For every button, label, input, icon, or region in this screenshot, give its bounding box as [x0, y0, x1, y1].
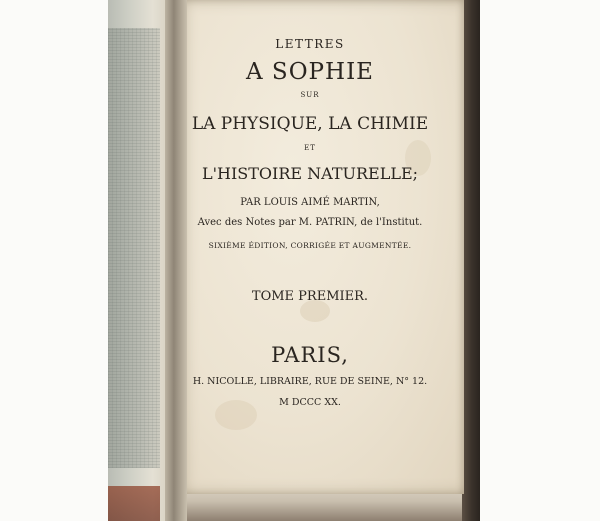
book-cover-right-edge [462, 0, 480, 521]
edition-line: SIXIÈME ÉDITION, CORRIGÉE ET AUGMENTÉE. [208, 241, 412, 250]
title-histoire-naturelle: L'HISTOIRE NATURELLE; [201, 164, 419, 183]
notes-line: Avec des Notes par M. PATRIN, de l'Institut. [197, 217, 423, 228]
title-physique-chimie: LA PHYSIQUE, LA CHIMIE [191, 114, 429, 134]
frontispiece-engraving [108, 28, 160, 468]
spine-label [108, 486, 160, 521]
title-a-sophie: A SOPHIE [246, 59, 374, 85]
imprint-publisher: H. NICOLLE, LIBRAIRE, RUE DE SEINE, N° 12. [192, 376, 428, 387]
volume-label: TOME PREMIER. [251, 289, 369, 304]
title-et: ET [304, 144, 316, 152]
imprint-date: M DCCC XX. [279, 397, 341, 408]
imprint-city: PARIS, [271, 343, 349, 367]
author-line: PAR LOUIS AIMÉ MARTIN, [240, 197, 380, 208]
title-lettres: LETTRES [275, 37, 345, 51]
title-sur: SUR [300, 91, 320, 99]
